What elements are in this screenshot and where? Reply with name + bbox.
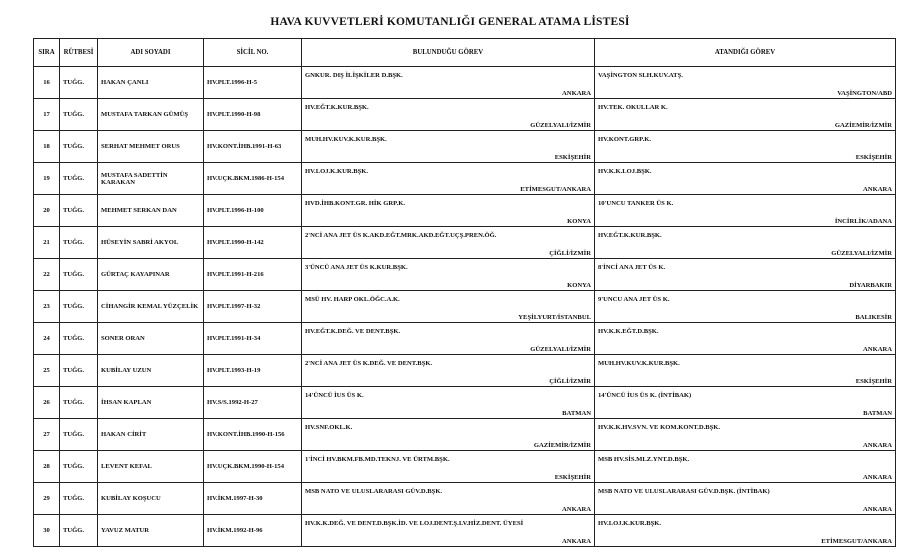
- assigned-duty-cell-text: HV.EĞT.K.KUR.BŞK.: [598, 231, 662, 239]
- registry-no-cell: HV.PLT.1991-H-216: [204, 259, 302, 291]
- current-duty-cell: [302, 451, 595, 483]
- rank-cell: TUĞG.: [60, 419, 98, 451]
- table-row: [34, 419, 896, 451]
- assigned-duty-cell-location: ESKİŞEHİR: [855, 153, 892, 161]
- current-duty-cell: [302, 483, 595, 515]
- row-number: 24: [34, 323, 60, 355]
- assigned-duty-cell: [595, 99, 896, 131]
- current-duty-cell-text: 2'NCİ ANA JET ÜS K.DEĞ. VE DENT.BŞK.: [305, 359, 433, 367]
- col-header-sira: SIRA: [34, 39, 60, 67]
- registry-no-cell: HV.PLT.1996-H-100: [204, 195, 302, 227]
- name-cell: HÜSEYİN SABRİ AKYOL: [98, 227, 204, 259]
- table-row: [34, 131, 896, 163]
- rank-cell: TUĞG.: [60, 451, 98, 483]
- table-row: [34, 195, 896, 227]
- current-duty-cell: [302, 291, 595, 323]
- rank-cell: TUĞG.: [60, 259, 98, 291]
- col-header-rutbe: RÜTBESİ: [60, 39, 98, 67]
- assigned-duty-cell-text: MSB NATO VE ULUSLARARASI GÜV.D.BŞK. (İNTİBAK): [598, 487, 770, 495]
- registry-no-cell: HV.KONT.İHB.1991-H-63: [204, 131, 302, 163]
- name-cell: MUSTAFA SADETTİN KARAKAN: [98, 163, 204, 195]
- assigned-duty-cell-text: HV.LOJ.K.KUR.BŞK.: [598, 519, 662, 527]
- assigned-duty-cell-text: 8'İNCİ ANA JET ÜS K.: [598, 263, 666, 271]
- name-cell: YAVUZ MATUR: [98, 515, 204, 547]
- registry-no-cell: HV.PLT.1990-H-98: [204, 99, 302, 131]
- row-number: 28: [34, 451, 60, 483]
- assigned-duty-cell-text: MSB HV.SİS.MLZ.YNT.D.BŞK.: [598, 455, 690, 463]
- assigned-duty-cell: [595, 451, 896, 483]
- assigned-duty-cell-location: ANKARA: [863, 441, 892, 449]
- current-duty-cell-location: GÜZELYALI/İZMİR: [530, 121, 591, 129]
- table-header-row: [34, 39, 896, 67]
- assigned-duty-cell-text: MUH.HV.KUV.K.KUR.BŞK.: [598, 359, 680, 367]
- name-cell: İHSAN KAPLAN: [98, 387, 204, 419]
- rank-cell: TUĞG.: [60, 227, 98, 259]
- table-row: [34, 259, 896, 291]
- assigned-duty-cell-text: HV.K.K.HV.SVN. VE KOM.KONT.D.BŞK.: [598, 423, 721, 431]
- rank-cell: TUĞG.: [60, 67, 98, 99]
- current-duty-cell-text: 3'ÜNCÜ ANA JET ÜS K.KUR.BŞK.: [305, 263, 408, 271]
- assigned-duty-cell-text: VAŞİNGTON SLH.KUV.ATŞ.: [598, 71, 683, 79]
- assigned-duty-cell: [595, 259, 896, 291]
- current-duty-cell: [302, 163, 595, 195]
- registry-no-cell: HV.UÇK.BKM.1986-H-154: [204, 163, 302, 195]
- assigned-duty-cell-location: GAZİEMİR/İZMİR: [834, 121, 892, 129]
- row-number: 18: [34, 131, 60, 163]
- name-cell: LEVENT KEFAL: [98, 451, 204, 483]
- assigned-duty-cell-location: VAŞİNGTON/ABD: [837, 89, 892, 97]
- current-duty-cell-text: MSB NATO VE ULUSLARARASI GÜV.D.BŞK.: [305, 487, 443, 495]
- rank-cell: TUĞG.: [60, 387, 98, 419]
- current-duty-cell-location: ESKİŞEHİR: [554, 153, 591, 161]
- current-duty-cell-text: HV.K.K.DEĞ. VE DENT.D.BŞK.İD. VE LOJ.DENT.Ş.LV.HİZ.DENT. ÜYESİ: [305, 519, 524, 527]
- rank-cell: TUĞG.: [60, 131, 98, 163]
- assigned-duty-cell-location: ETİMESGUT/ANKARA: [821, 537, 892, 545]
- current-duty-cell: [302, 387, 595, 419]
- assigned-duty-cell: [595, 419, 896, 451]
- assigned-duty-cell: [595, 67, 896, 99]
- current-duty-cell: [302, 419, 595, 451]
- current-duty-cell-text: MUH.HV.KUV.K.KUR.BŞK.: [305, 135, 387, 143]
- registry-no-cell: HV.S/S.1992-H-27: [204, 387, 302, 419]
- current-duty-cell-location: GÜZELYALI/İZMİR: [530, 345, 591, 353]
- assigned-duty-cell-location: BALIKESİR: [855, 313, 892, 321]
- current-duty-cell-location: GAZİEMİR/İZMİR: [533, 441, 591, 449]
- current-duty-cell-location: ESKİŞEHİR: [554, 473, 591, 481]
- assigned-duty-cell: [595, 291, 896, 323]
- registry-no-cell: HV.PLT.1990-H-142: [204, 227, 302, 259]
- assigned-duty-cell: [595, 355, 896, 387]
- assigned-duty-cell-location: ANKARA: [863, 345, 892, 353]
- table-row: [34, 99, 896, 131]
- assigned-duty-cell-location: ANKARA: [863, 473, 892, 481]
- current-duty-cell: [302, 515, 595, 547]
- table-row: [34, 163, 896, 195]
- registry-no-cell: HV.PLT.1991-H-34: [204, 323, 302, 355]
- assigned-duty-cell: [595, 195, 896, 227]
- assigned-duty-cell: [595, 483, 896, 515]
- rank-cell: TUĞG.: [60, 323, 98, 355]
- registry-no-cell: HV.PLT.1996-H-5: [204, 67, 302, 99]
- assigned-duty-cell-text: HV.K.K.EĞT.D.BŞK.: [598, 327, 659, 335]
- name-cell: KUBİLAY UZUN: [98, 355, 204, 387]
- current-duty-cell: [302, 195, 595, 227]
- current-duty-cell-location: YEŞİLYURT/İSTANBUL: [518, 313, 591, 321]
- registry-no-cell: HV.İKM.1997-H-30: [204, 483, 302, 515]
- assigned-duty-cell-text: HV.TEK. OKULLAR K.: [598, 103, 668, 111]
- current-duty-cell-text: 14'ÜNCÜ İUS ÜS K.: [305, 391, 364, 399]
- row-number: 29: [34, 483, 60, 515]
- rank-cell: TUĞG.: [60, 355, 98, 387]
- assigned-duty-cell-text: 9'UNCU ANA JET ÜS K.: [598, 295, 670, 303]
- assigned-duty-cell: [595, 323, 896, 355]
- row-number: 23: [34, 291, 60, 323]
- assigned-duty-cell: [595, 131, 896, 163]
- row-number: 16: [34, 67, 60, 99]
- name-cell: MEHMET SERKAN DAN: [98, 195, 204, 227]
- table-row: [34, 515, 896, 547]
- name-cell: HAKAN CİRİT: [98, 419, 204, 451]
- current-duty-cell: [302, 67, 595, 99]
- current-duty-cell-text: 1'İNCİ HV.BKM.FB.MD.TEKNJ. VE ÜRTM.BŞK.: [305, 455, 450, 463]
- current-duty-cell-location: BATMAN: [562, 409, 591, 417]
- registry-no-cell: HV.PLT.1993-H-19: [204, 355, 302, 387]
- table-row: [34, 323, 896, 355]
- row-number: 17: [34, 99, 60, 131]
- assigned-duty-cell-location: BATMAN: [863, 409, 892, 417]
- registry-no-cell: HV.KONT.İHB.1990-H-156: [204, 419, 302, 451]
- assigned-duty-cell-text: HV.KONT.GRP.K.: [598, 135, 652, 143]
- registry-no-cell: HV.PLT.1997-H-32: [204, 291, 302, 323]
- rank-cell: TUĞG.: [60, 195, 98, 227]
- assigned-duty-cell-text: HV.K.K.LOJ.BŞK.: [598, 167, 652, 175]
- assigned-duty-cell: [595, 163, 896, 195]
- rank-cell: TUĞG.: [60, 99, 98, 131]
- current-duty-cell: [302, 355, 595, 387]
- current-duty-cell-location: ÇİĞLİ/İZMİR: [549, 249, 591, 257]
- document-title: HAVA KUVVETLERİ KOMUTANLIĞI GENERAL ATAMA LİSTESİ: [270, 16, 630, 28]
- rank-cell: TUĞG.: [60, 163, 98, 195]
- current-duty-cell-location: KONYA: [567, 281, 591, 289]
- row-number: 30: [34, 515, 60, 547]
- assigned-duty-cell-location: ANKARA: [863, 505, 892, 513]
- current-duty-cell-location: ANKARA: [562, 537, 591, 545]
- row-number: 27: [34, 419, 60, 451]
- table-row: [34, 451, 896, 483]
- current-duty-cell: [302, 99, 595, 131]
- name-cell: KUBİLAY KOŞUCU: [98, 483, 204, 515]
- current-duty-cell: [302, 227, 595, 259]
- current-duty-cell: [302, 323, 595, 355]
- current-duty-cell-text: HV.LOJ.K.KUR.BŞK.: [305, 167, 369, 175]
- current-duty-cell-text: GNKUR. DIŞ İLİŞKİLER D.BŞK.: [305, 71, 403, 79]
- assigned-duty-cell-text: 14'ÜNCÜ İUS ÜS K. (İNTİBAK): [598, 391, 692, 399]
- registry-no-cell: HV.İKM.1992-H-96: [204, 515, 302, 547]
- current-duty-cell-location: ÇİĞLİ/İZMİR: [549, 377, 591, 385]
- row-number: 19: [34, 163, 60, 195]
- assigned-duty-cell: [595, 227, 896, 259]
- col-header-sicil-no: SİCİL NO.: [204, 39, 302, 67]
- registry-no-cell: HV.UÇK.BKM.1990-H-154: [204, 451, 302, 483]
- rank-cell: TUĞG.: [60, 483, 98, 515]
- assigned-duty-cell: [595, 387, 896, 419]
- col-header-ad-soyad: ADI SOYADI: [98, 39, 204, 67]
- current-duty-cell-location: ANKARA: [562, 505, 591, 513]
- name-cell: HAKAN ÇANLI: [98, 67, 204, 99]
- current-duty-cell-text: HV.EĞT.K.DEĞ. VE DENT.BŞK.: [305, 327, 401, 335]
- current-duty-cell: [302, 131, 595, 163]
- assigned-duty-cell-location: DİYARBAKIR: [849, 281, 892, 289]
- row-number: 21: [34, 227, 60, 259]
- assigned-duty-cell-location: ESKİŞEHİR: [855, 377, 892, 385]
- name-cell: SERHAT MEHMET ORUS: [98, 131, 204, 163]
- name-cell: CİHANGİR KEMAL YÜZÇELİK: [98, 291, 204, 323]
- col-header-atandigi-gorev: ATANDIĞI GÖREV: [595, 39, 896, 67]
- current-duty-cell: [302, 259, 595, 291]
- table-row: [34, 387, 896, 419]
- table-row: [34, 483, 896, 515]
- table-row: [34, 227, 896, 259]
- current-duty-cell-text: 2'NCİ ANA JET ÜS K.AKD.EĞT.MRK.AKD.EĞT.UÇŞ.PREN.ÖĞ.: [305, 231, 497, 239]
- current-duty-cell-location: KONYA: [567, 217, 591, 225]
- current-duty-cell-location: ETİMESGUT/ANKARA: [520, 185, 591, 193]
- row-number: 26: [34, 387, 60, 419]
- table-row: [34, 67, 896, 99]
- assigned-duty-cell-text: 10'UNCU TANKER ÜS K.: [598, 199, 674, 207]
- assigned-duty-cell-location: ANKARA: [863, 185, 892, 193]
- rank-cell: TUĞG.: [60, 515, 98, 547]
- current-duty-cell-text: HV.SNF.OKL.K.: [305, 423, 353, 431]
- assignment-table: [33, 38, 896, 547]
- name-cell: SONER ORAN: [98, 323, 204, 355]
- name-cell: MUSTAFA TARKAN GÜMÜŞ: [98, 99, 204, 131]
- name-cell: GÜRTAÇ KAYAPINAR: [98, 259, 204, 291]
- assigned-duty-cell: [595, 515, 896, 547]
- row-number: 20: [34, 195, 60, 227]
- current-duty-cell-text: HVD.İHB.KONT.GR. HİK GRP.K.: [305, 199, 406, 207]
- rank-cell: TUĞG.: [60, 291, 98, 323]
- assigned-duty-cell-location: GÜZELYALI/İZMİR: [831, 249, 892, 257]
- current-duty-cell-text: HV.EĞT.K.KUR.BŞK.: [305, 103, 369, 111]
- current-duty-cell-location: ANKARA: [562, 89, 591, 97]
- row-number: 22: [34, 259, 60, 291]
- table-row: [34, 291, 896, 323]
- assigned-duty-cell-location: İNCİRLİK/ADANA: [834, 217, 892, 225]
- table-row: [34, 355, 896, 387]
- current-duty-cell-text: MSÜ HV. HARP OKL.ÖĞC.A.K.: [305, 295, 400, 303]
- row-number: 25: [34, 355, 60, 387]
- col-header-bulundugu-gorev: BULUNDUĞU GÖREV: [302, 39, 595, 67]
